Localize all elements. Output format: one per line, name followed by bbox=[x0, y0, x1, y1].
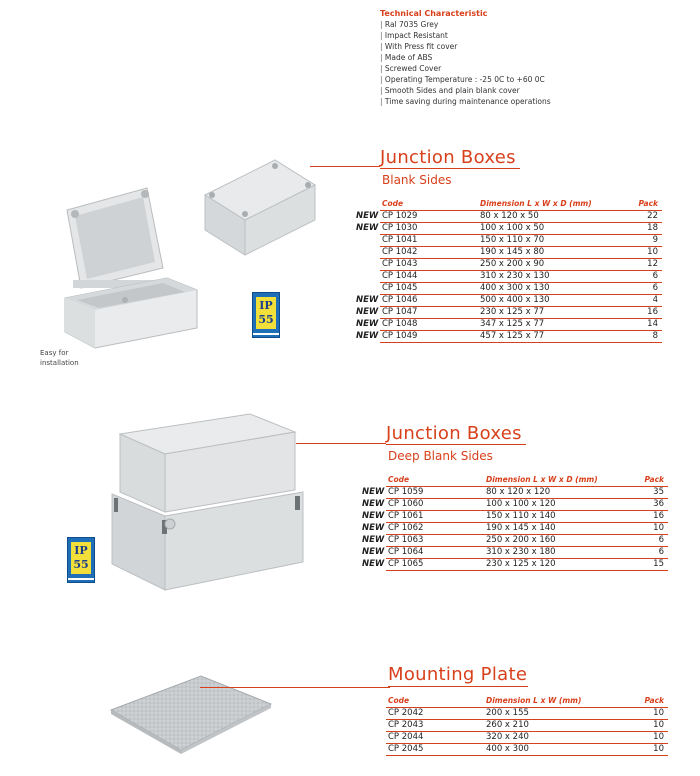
table-row bbox=[362, 559, 668, 571]
ip-rating: 55 bbox=[73, 558, 89, 571]
cell-dimension: 400 x 300 x 130 bbox=[480, 283, 550, 293]
cell-code: CP 1061 bbox=[388, 511, 424, 521]
section-title: Junction Boxes bbox=[386, 423, 522, 444]
caption-line: Easy for bbox=[40, 349, 69, 357]
cell-dimension: 400 x 300 bbox=[486, 744, 529, 754]
technical-item: | Operating Temperature : -25 0C to +60 0C bbox=[380, 74, 680, 85]
cell-pack: 15 bbox=[653, 559, 664, 569]
table-row bbox=[356, 331, 662, 343]
cell-pack: 6 bbox=[658, 547, 664, 557]
mounting-plate-image bbox=[105, 670, 275, 760]
ip55-badge bbox=[252, 292, 280, 338]
cell-pack: 9 bbox=[652, 235, 658, 245]
cell-code: CP 1060 bbox=[388, 499, 424, 509]
header-pack: Pack bbox=[644, 475, 664, 484]
cell-pack: 6 bbox=[652, 283, 658, 293]
new-badge: NEW bbox=[356, 319, 379, 329]
heading-connector-line bbox=[310, 166, 380, 167]
table-row bbox=[362, 487, 668, 499]
new-badge: NEW bbox=[362, 559, 385, 569]
header-dimension: Dimension L x W x D (mm) bbox=[480, 199, 592, 208]
table-header bbox=[386, 696, 668, 708]
cell-dimension: 150 x 110 x 140 bbox=[486, 511, 556, 521]
table-row bbox=[380, 259, 662, 271]
cell-code: CP 1064 bbox=[388, 547, 424, 557]
new-badge: NEW bbox=[362, 547, 385, 557]
technical-item: | Made of ABS bbox=[380, 52, 680, 63]
deep-blank-sides-table bbox=[362, 475, 668, 571]
table-row bbox=[356, 307, 662, 319]
new-badge: NEW bbox=[362, 523, 385, 533]
new-badge: NEW bbox=[362, 535, 385, 545]
cell-dimension: 100 x 100 x 120 bbox=[486, 499, 556, 509]
section-title: Mounting Plate bbox=[388, 664, 528, 685]
cell-pack: 12 bbox=[647, 259, 658, 269]
cell-pack: 35 bbox=[653, 487, 664, 497]
technical-title: Technical Characteristic bbox=[380, 9, 488, 18]
technical-item: | Screwed Cover bbox=[380, 63, 680, 74]
cell-code: CP 1059 bbox=[388, 487, 424, 497]
cell-code: CP 1043 bbox=[382, 259, 418, 269]
cell-code: CP 1049 bbox=[382, 331, 418, 341]
header-pack: Pack bbox=[644, 696, 664, 705]
deep-junction-box-image bbox=[100, 412, 310, 592]
cell-dimension: 100 x 100 x 50 bbox=[480, 223, 545, 233]
header-dimension: Dimension L x W x D (mm) bbox=[486, 475, 598, 484]
technical-characteristic bbox=[380, 8, 680, 107]
new-badge: NEW bbox=[356, 307, 379, 317]
heading-underline bbox=[388, 686, 528, 687]
cell-pack: 16 bbox=[647, 307, 658, 317]
new-badge: NEW bbox=[362, 511, 385, 521]
ip-label: IP bbox=[74, 544, 88, 557]
table-row bbox=[386, 732, 668, 744]
cell-dimension: 200 x 155 bbox=[486, 708, 529, 718]
technical-item: | Smooth Sides and plain blank cover bbox=[380, 85, 680, 96]
technical-item: | Time saving during maintenance operations bbox=[380, 96, 680, 107]
cell-dimension: 320 x 240 bbox=[486, 732, 529, 742]
cell-dimension: 250 x 200 x 160 bbox=[486, 535, 556, 545]
table-header bbox=[380, 199, 662, 211]
cell-code: CP 1045 bbox=[382, 283, 418, 293]
mounting-plate-table bbox=[386, 696, 668, 756]
cell-code: CP 1029 bbox=[382, 211, 418, 221]
section-title: Junction Boxes bbox=[380, 147, 516, 168]
cell-code: CP 1046 bbox=[382, 295, 418, 305]
cell-dimension: 230 x 125 x 77 bbox=[480, 307, 545, 317]
table-row bbox=[362, 511, 668, 523]
open-junction-box-image bbox=[55, 180, 205, 350]
cell-dimension: 190 x 145 x 80 bbox=[480, 247, 545, 257]
table-row bbox=[356, 295, 662, 307]
cell-code: CP 1042 bbox=[382, 247, 418, 257]
cell-pack: 14 bbox=[647, 319, 658, 329]
cell-pack: 22 bbox=[647, 211, 658, 221]
cell-code: CP 2045 bbox=[388, 744, 424, 754]
technical-list bbox=[380, 19, 680, 107]
new-badge: NEW bbox=[356, 295, 379, 305]
cell-pack: 10 bbox=[647, 247, 658, 257]
cell-pack: 16 bbox=[653, 511, 664, 521]
caption-line: installation bbox=[40, 359, 79, 367]
cell-dimension: 310 x 230 x 130 bbox=[480, 271, 550, 281]
heading-connector-line bbox=[296, 443, 386, 444]
cell-code: CP 1044 bbox=[382, 271, 418, 281]
installation-caption bbox=[40, 348, 79, 368]
heading-connector-line bbox=[200, 687, 390, 688]
cell-code: CP 2043 bbox=[388, 720, 424, 730]
table-row bbox=[356, 319, 662, 331]
heading-underline bbox=[380, 168, 520, 169]
cell-pack: 4 bbox=[652, 295, 658, 305]
new-badge: NEW bbox=[362, 487, 385, 497]
header-dimension: Dimension L x W (mm) bbox=[486, 696, 582, 705]
cell-pack: 10 bbox=[653, 744, 664, 754]
technical-item: | With Press fit cover bbox=[380, 41, 680, 52]
header-code: Code bbox=[388, 696, 410, 705]
table-header bbox=[386, 475, 668, 487]
cell-pack: 10 bbox=[653, 523, 664, 533]
table-row bbox=[362, 547, 668, 559]
cell-dimension: 80 x 120 x 50 bbox=[480, 211, 539, 221]
ip-rating: 55 bbox=[258, 313, 274, 326]
table-row bbox=[380, 283, 662, 295]
new-badge: NEW bbox=[362, 499, 385, 509]
cell-code: CP 2042 bbox=[388, 708, 424, 718]
cell-pack: 36 bbox=[653, 499, 664, 509]
ip-label: IP bbox=[259, 299, 273, 312]
cell-code: CP 1065 bbox=[388, 559, 424, 569]
cell-code: CP 1063 bbox=[388, 535, 424, 545]
cell-pack: 10 bbox=[653, 732, 664, 742]
cell-dimension: 347 x 125 x 77 bbox=[480, 319, 545, 329]
table-row bbox=[362, 523, 668, 535]
table-row bbox=[380, 271, 662, 283]
table-row bbox=[356, 223, 662, 235]
header-pack: Pack bbox=[638, 199, 658, 208]
cell-dimension: 80 x 120 x 120 bbox=[486, 487, 551, 497]
cell-code: CP 1041 bbox=[382, 235, 418, 245]
cell-code: CP 1047 bbox=[382, 307, 418, 317]
closed-junction-box-image bbox=[200, 155, 320, 265]
table-row bbox=[380, 235, 662, 247]
table-row bbox=[386, 708, 668, 720]
technical-item: | Impact Resistant bbox=[380, 30, 680, 41]
section-subtitle: Deep Blank Sides bbox=[388, 449, 493, 463]
cell-dimension: 150 x 110 x 70 bbox=[480, 235, 545, 245]
technical-item: | Ral 7035 Grey bbox=[380, 19, 680, 30]
section-subtitle: Blank Sides bbox=[382, 173, 452, 187]
cell-dimension: 310 x 230 x 180 bbox=[486, 547, 556, 557]
new-badge: NEW bbox=[356, 223, 379, 233]
table-row bbox=[356, 211, 662, 223]
cell-pack: 8 bbox=[652, 331, 658, 341]
cell-pack: 6 bbox=[658, 535, 664, 545]
cell-pack: 6 bbox=[652, 271, 658, 281]
cell-pack: 18 bbox=[647, 223, 658, 233]
table-row bbox=[386, 744, 668, 756]
new-badge: NEW bbox=[356, 331, 379, 341]
cell-code: CP 1048 bbox=[382, 319, 418, 329]
blank-sides-table bbox=[356, 199, 662, 343]
table-row bbox=[380, 247, 662, 259]
ip55-badge bbox=[67, 537, 95, 583]
header-code: Code bbox=[388, 475, 410, 484]
table-row bbox=[386, 720, 668, 732]
cell-dimension: 500 x 400 x 130 bbox=[480, 295, 550, 305]
cell-dimension: 260 x 210 bbox=[486, 720, 529, 730]
cell-dimension: 457 x 125 x 77 bbox=[480, 331, 545, 341]
cell-pack: 10 bbox=[653, 708, 664, 718]
cell-dimension: 230 x 125 x 120 bbox=[486, 559, 556, 569]
cell-code: CP 1030 bbox=[382, 223, 418, 233]
new-badge: NEW bbox=[356, 211, 379, 221]
table-row bbox=[362, 499, 668, 511]
cell-dimension: 190 x 145 x 140 bbox=[486, 523, 556, 533]
cell-code: CP 1062 bbox=[388, 523, 424, 533]
cell-pack: 10 bbox=[653, 720, 664, 730]
table-row bbox=[362, 535, 668, 547]
header-code: Code bbox=[382, 199, 404, 208]
heading-underline bbox=[386, 444, 526, 445]
cell-code: CP 2044 bbox=[388, 732, 424, 742]
cell-dimension: 250 x 200 x 90 bbox=[480, 259, 545, 269]
